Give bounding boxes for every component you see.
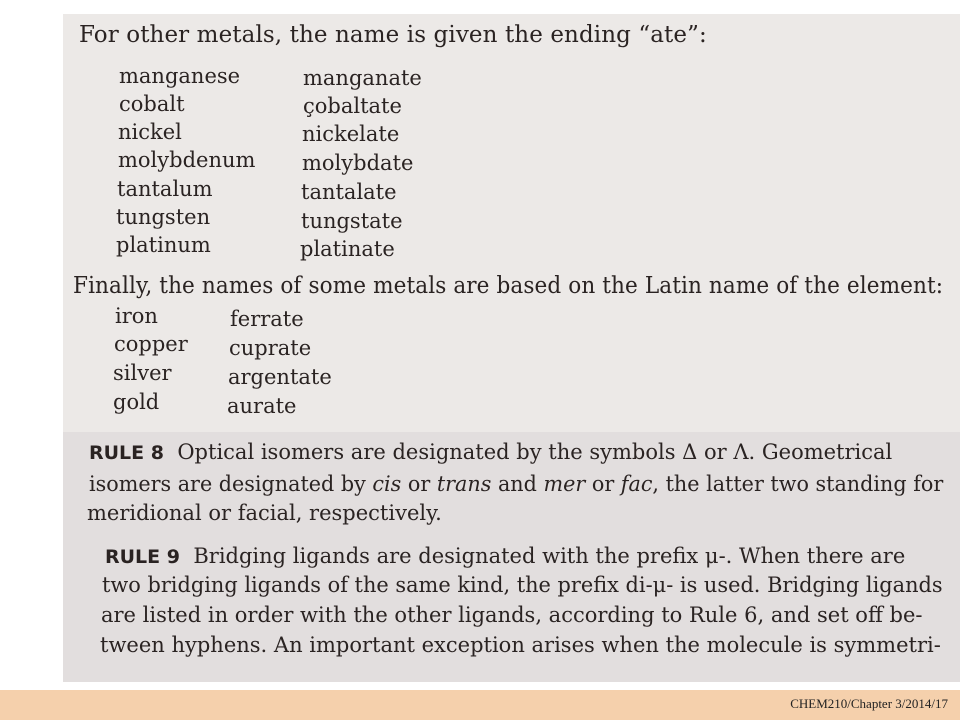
metal-name: cobalt [119, 92, 185, 116]
ate-name: nickelate [302, 122, 400, 146]
rule-8-line-2 [89, 472, 943, 496]
cis-term: cis [372, 472, 402, 496]
latin-ate-name: ferrate [230, 307, 304, 331]
metal-name: tungsten [116, 205, 211, 229]
rule-9-line-4: tween hyphens. An important exception arises when the molecule is symmetri- [100, 633, 941, 657]
ate-name: molybdate [302, 151, 414, 175]
rule-9-line-3: are listed in order with the other ligands, according to Rule 6, and set off be- [101, 603, 923, 627]
footer-bar [0, 690, 960, 720]
metal-name: copper [114, 332, 188, 356]
latin-ate-name: aurate [227, 394, 297, 418]
ate-name: platinate [300, 237, 395, 261]
latin-ate-name: cuprate [229, 336, 312, 360]
metal-name: nickel [118, 120, 182, 144]
ate-name: tungstate [301, 209, 403, 233]
metal-name: platinum [116, 233, 211, 257]
footer-label: CHEM210/Chapter 3/2014/17 [790, 696, 948, 711]
rule-8-tag: RULE 8 [89, 442, 164, 464]
mer-term: mer [543, 472, 586, 496]
ate-ending-heading: For other metals, the name is given the ending “ate”: [79, 22, 707, 48]
rule-8-text: Optical isomers are designated by the symbols Δ or Λ. Geometrical [177, 440, 893, 464]
latin-name-heading: Finally, the names of some metals are based on the Latin name of the element: [73, 273, 944, 299]
rule-8-text: or [401, 472, 437, 496]
rule-8-text: and [491, 472, 544, 496]
trans-term: trans [436, 472, 492, 496]
rule-8-text: isomers are designated by [89, 472, 373, 496]
ate-name: manganate [303, 66, 422, 90]
rule-8-line-3: meridional or facial, respectively. [87, 501, 442, 525]
rule-8-text: or [585, 472, 621, 496]
metal-name: silver [113, 361, 172, 385]
scanned-textbook-page [63, 14, 960, 682]
rule-9-line-2: two bridging ligands of the same kind, the prefix di-μ- is used. Bridging ligands [102, 573, 943, 597]
ate-name: tantalate [301, 180, 397, 204]
rule-9-text: Bridging ligands are designated with the prefix μ-. When there are [193, 544, 906, 568]
latin-ate-name: argentate [228, 365, 332, 389]
rule-9-tag: RULE 9 [105, 546, 180, 568]
rule-8-line-1 [89, 440, 892, 464]
rule-9-line-1 [105, 544, 905, 568]
ate-name: çobaltate [303, 94, 402, 118]
metal-name: iron [115, 304, 158, 328]
fac-term: fac [620, 472, 653, 496]
metal-name: molybdenum [118, 148, 256, 172]
metal-name: gold [113, 390, 160, 414]
metal-name: manganese [119, 64, 241, 88]
metal-name: tantalum [117, 177, 213, 201]
rule-8-text: , the latter two standing for [652, 472, 944, 496]
